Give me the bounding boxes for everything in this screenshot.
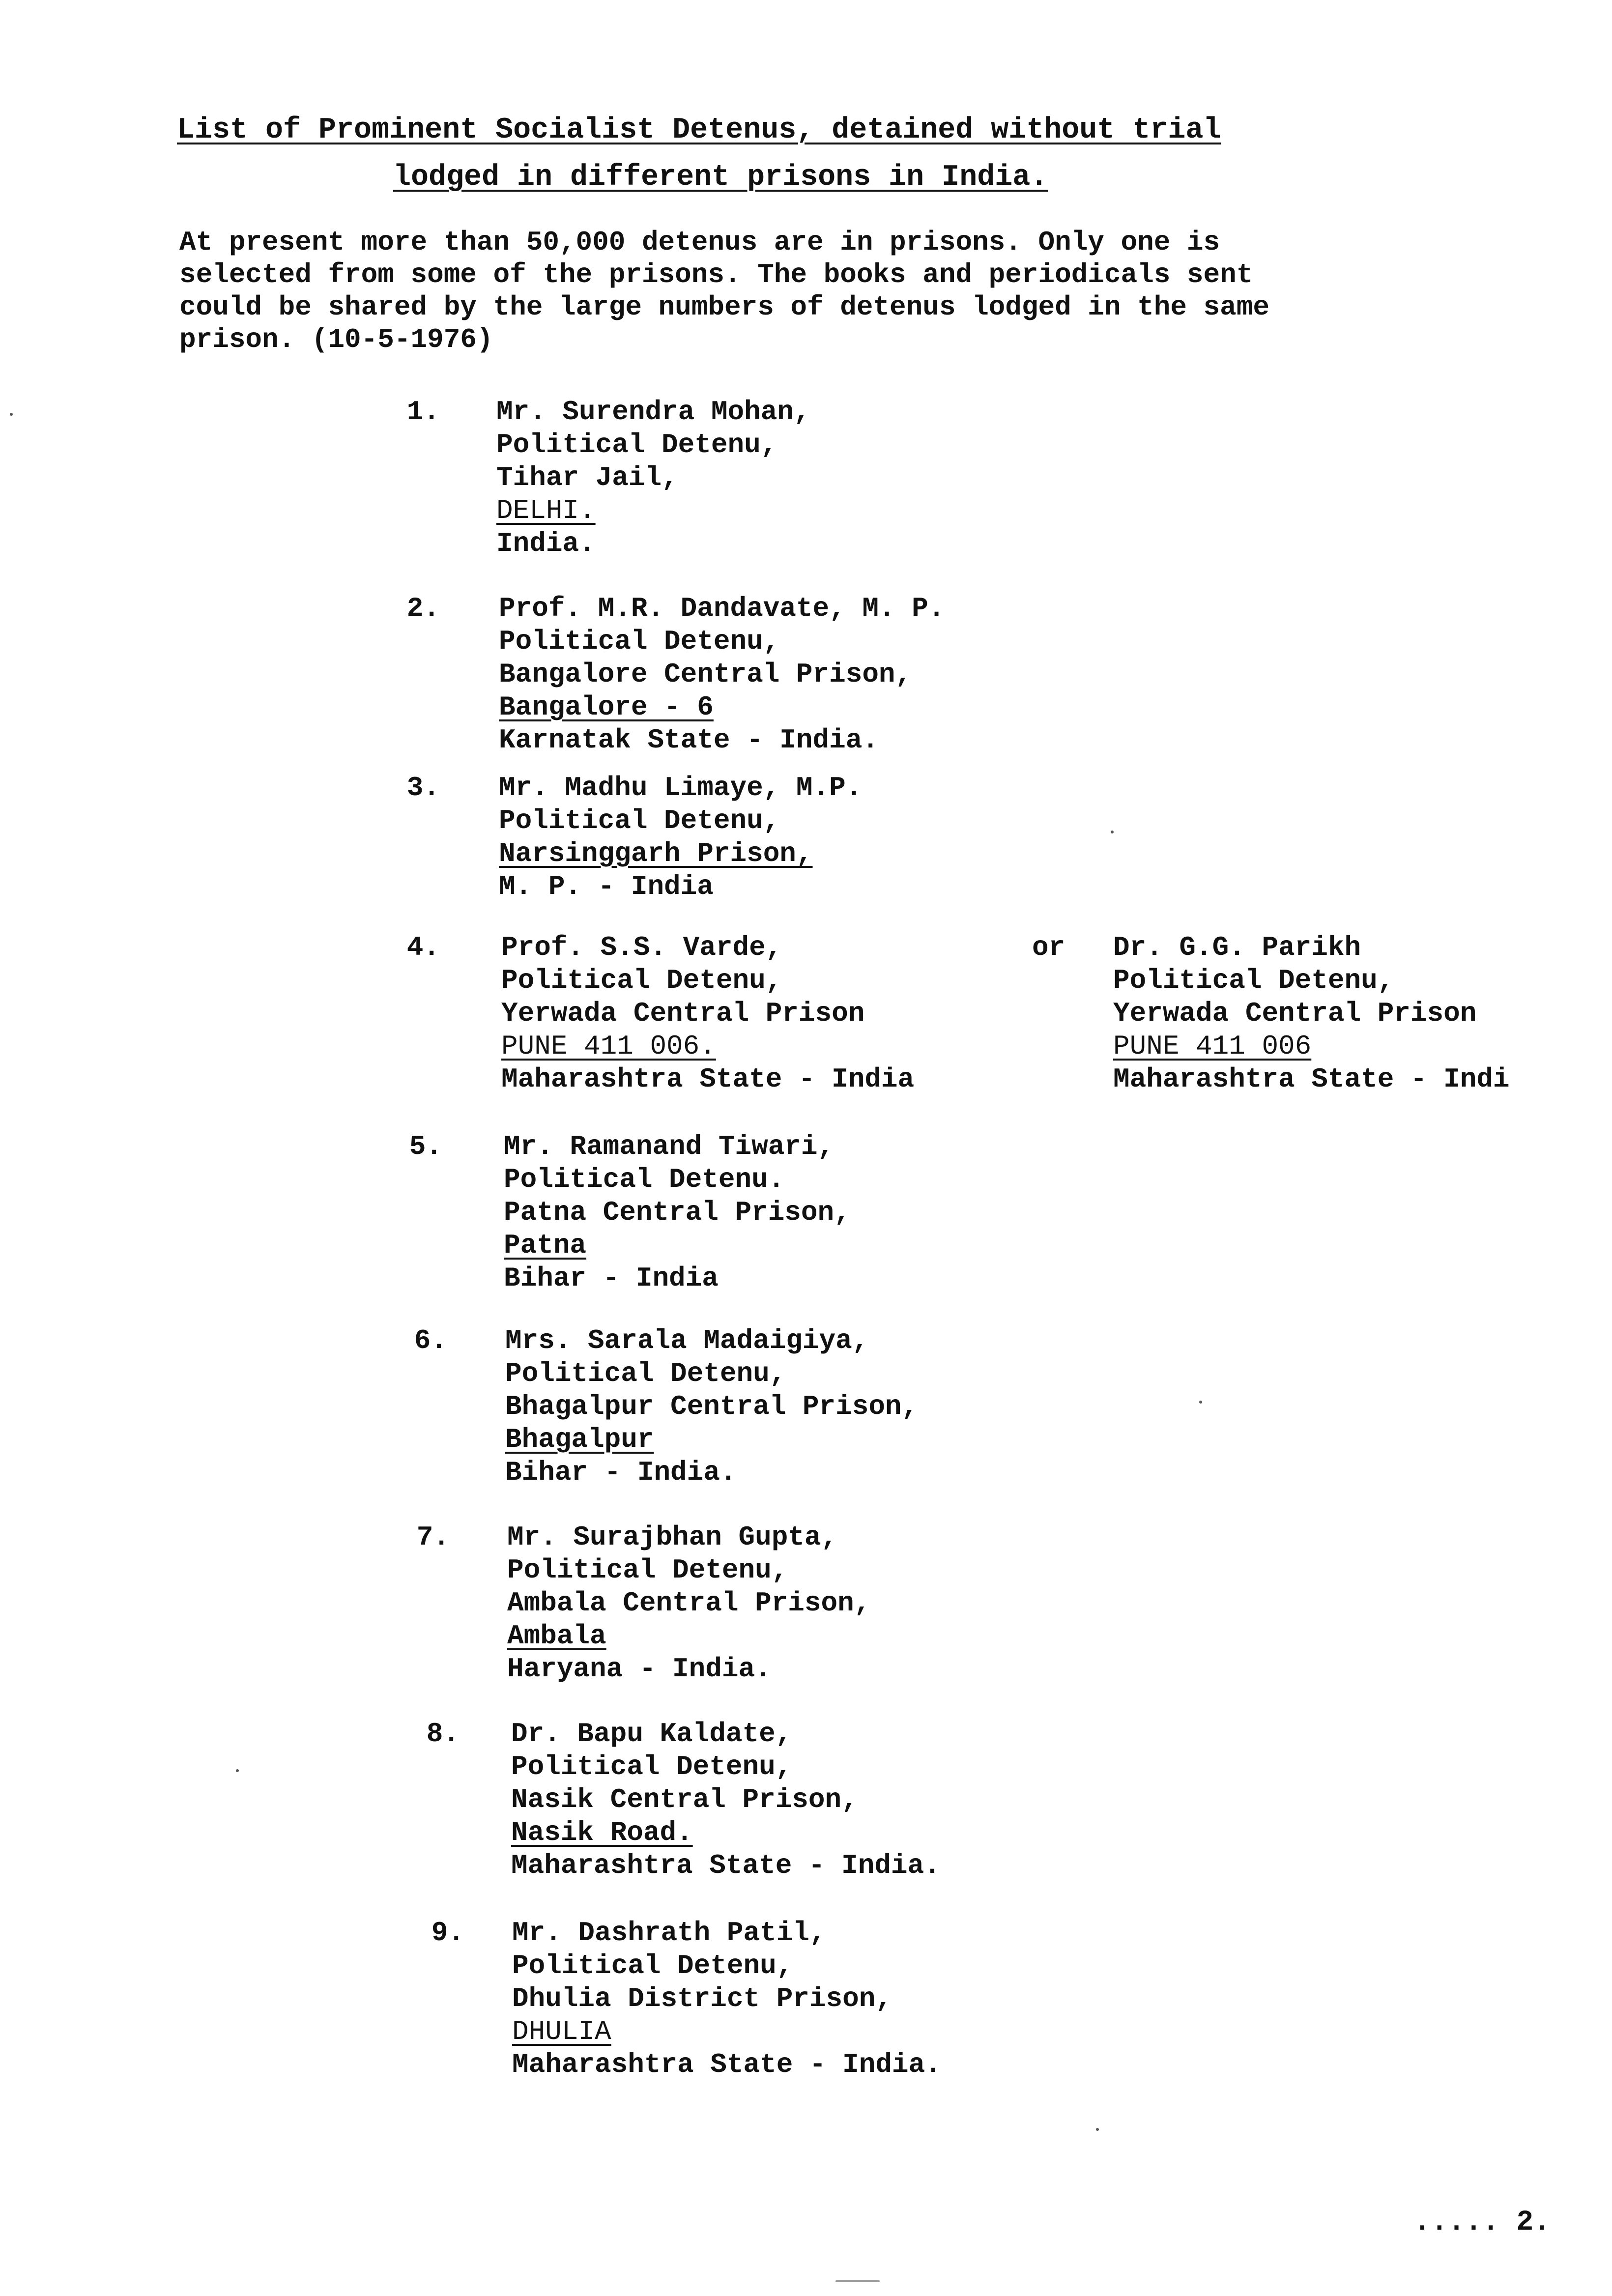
detenu-entry: [504, 1130, 851, 1295]
prison-city: Nasik Road.: [511, 1817, 693, 1848]
entry-number: 8.: [426, 1718, 460, 1750]
detenu-status: Political Detenu,: [499, 626, 780, 657]
entry-number: 5.: [409, 1131, 442, 1162]
intro-paragraph: At present more than 50,000 detenus are in prisons. Only one is selected from some of the prisons. The books and periodicals sent could be shared by the large numbers of detenus lodged in the same prison. (10-5-1976): [179, 227, 1269, 355]
prison-name: Tihar Jail,: [496, 462, 678, 493]
detenu-entry: [511, 1718, 941, 1882]
detenu-status: Political Detenu,: [1113, 965, 1394, 996]
entry-number: 3.: [406, 772, 440, 804]
prison-name: Dhulia District Prison,: [512, 1983, 892, 2014]
detenu-name: Mrs. Sarala Madaigiya,: [505, 1325, 869, 1356]
detenu-status: Political Detenu,: [511, 1751, 792, 1782]
detenu-name: Dr. Bapu Kaldate,: [511, 1718, 792, 1750]
detenu-name: Mr. Surajbhan Gupta,: [507, 1521, 838, 1553]
entry-number: 9.: [431, 1917, 464, 1949]
scan-speck: [1199, 1401, 1202, 1404]
detenu-status: Political Detenu,: [499, 805, 780, 836]
alternate-connector: or: [1032, 932, 1065, 963]
detenu-entry: [501, 931, 914, 1096]
detenu-status: Political Detenu,: [507, 1554, 788, 1586]
region: Maharashtra State - India.: [512, 2049, 942, 2080]
scan-speck: [10, 413, 13, 416]
scan-speck: [1111, 831, 1114, 833]
prison-city: DELHI.: [496, 495, 596, 526]
prison-name: Narsinggarh Prison,: [499, 838, 813, 869]
detenu-name: Prof. M.R. Dandavate, M. P.: [499, 593, 945, 624]
prison-city: PUNE 411 006.: [501, 1031, 716, 1062]
scan-speck: [236, 1769, 239, 1772]
detenu-entry: [496, 396, 810, 560]
detenu-status: Political Detenu,: [505, 1358, 786, 1389]
prison-city: PUNE 411 006: [1113, 1031, 1312, 1062]
region: Bihar - India: [504, 1263, 719, 1294]
detenu-name: Mr. Ramanand Tiwari,: [504, 1131, 835, 1162]
entry-number: 1.: [406, 396, 440, 428]
region: Haryana - India.: [507, 1653, 772, 1685]
prison-name: Nasik Central Prison,: [511, 1784, 858, 1815]
entry-number: 7.: [416, 1521, 450, 1553]
region: M. P. - India: [499, 871, 714, 902]
detenu-status: Political Detenu.: [504, 1164, 785, 1195]
heading-line-1: List of Prominent Socialist Detenus, detained without trial: [177, 114, 1221, 147]
prison-name: Bangalore Central Prison,: [499, 659, 912, 690]
detenu-name: Mr. Madhu Limaye, M.P.: [499, 772, 863, 804]
region: Maharashtra State - India.: [511, 1850, 941, 1881]
detenu-entry: [507, 1521, 870, 1686]
entry-number: 4.: [406, 932, 440, 963]
prison-name: Yerwada Central Prison: [501, 998, 865, 1029]
page-continuation-marker: ..... 2.: [1413, 2207, 1551, 2239]
heading-line-2: lodged in different prisons in India.: [393, 161, 1048, 194]
detenu-entry: [499, 592, 945, 757]
region: Maharashtra State - India: [501, 1063, 915, 1095]
entry-number: 6.: [414, 1325, 447, 1356]
scan-edge-mark: [835, 2280, 880, 2282]
prison-name: Bhagalpur Central Prison,: [505, 1391, 919, 1422]
detenu-status: Political Detenu,: [501, 965, 782, 996]
prison-city: Ambala: [507, 1620, 606, 1652]
detenu-name: Dr. G.G. Parikh: [1113, 932, 1361, 963]
detenu-name: Mr. Surendra Mohan,: [496, 396, 810, 428]
region: Karnatak State - India.: [499, 724, 879, 756]
prison-city: Patna: [504, 1230, 587, 1261]
region: India.: [496, 528, 596, 559]
scan-speck: [1096, 2128, 1099, 2131]
prison-name: Yerwada Central Prison: [1113, 998, 1477, 1029]
alternate-detenu-entry: [1113, 931, 1510, 1096]
detenu-name: Mr. Dashrath Patil,: [512, 1917, 826, 1949]
prison-name: Ambala Central Prison,: [507, 1587, 871, 1619]
prison-city: Bangalore - 6: [499, 691, 714, 723]
prison-city: Bhagalpur: [505, 1424, 654, 1455]
detenu-entry: [505, 1324, 918, 1489]
detenu-entry: [499, 772, 862, 903]
region: Maharashtra State - Indi: [1113, 1063, 1510, 1095]
detenu-name: Prof. S.S. Varde,: [501, 932, 782, 963]
prison-city: DHULIA: [512, 2016, 611, 2047]
region: Bihar - India.: [505, 1457, 737, 1488]
entry-number: 2.: [406, 593, 440, 624]
detenu-status: Political Detenu,: [512, 1950, 793, 1981]
detenu-status: Political Detenu,: [496, 429, 777, 460]
prison-name: Patna Central Prison,: [504, 1197, 851, 1228]
detenu-entry: [512, 1917, 942, 2081]
